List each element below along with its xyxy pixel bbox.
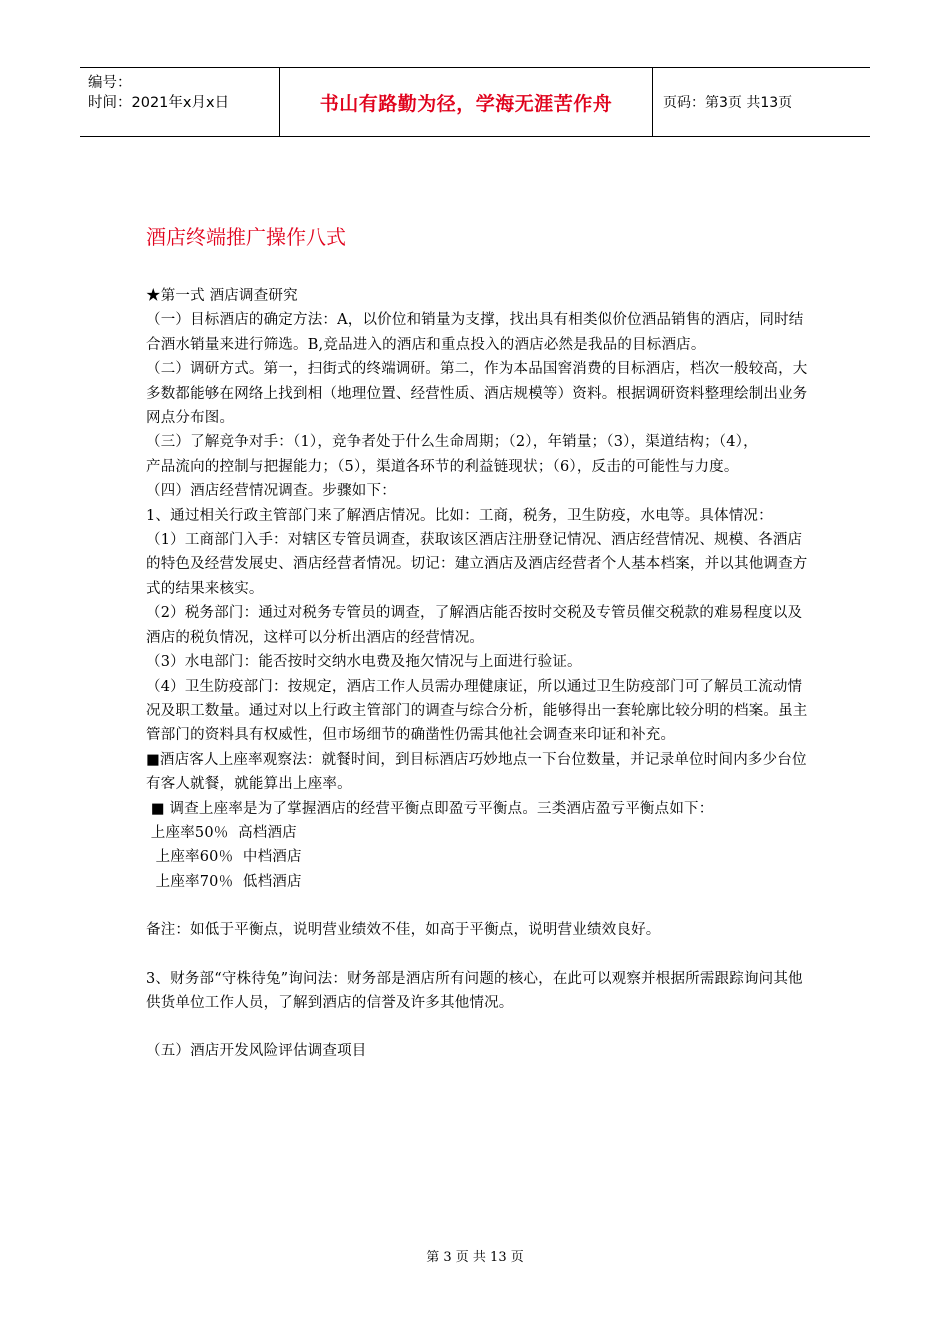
paragraph: （2）税务部门：通过对税务专管员的调查，了解酒店能否按时交税及专管员催交税款的难易程度以及酒店的税负情况，这样可以分析出酒店的经营情况。 bbox=[146, 605, 803, 646]
paragraph: （四）酒店经营情况调查。步骤如下： bbox=[146, 483, 396, 500]
paragraph: ■酒店客人上座率观察法：就餐时间，到目标酒店巧妙地点一下台位数量，并记录单位时间内多少台位有客人就餐，就能算出上座率。 bbox=[146, 751, 807, 793]
document-header bbox=[80, 67, 870, 137]
page-footer: 第 3 页 共 13 页 bbox=[426, 1250, 524, 1265]
spacer bbox=[146, 894, 812, 918]
paragraph: 1、通过相关行政主管部门来了解酒店情况。比如：工商，税务，卫生防疫，水电等。具体情况： bbox=[146, 507, 773, 524]
paragraph: 产品流向的控制与把握能力；（5），渠道各环节的利益链现状；（6），反击的可能性与力度。 bbox=[146, 458, 739, 475]
time-label: 时间：2021年x月x日 bbox=[88, 95, 230, 111]
paragraph: ■ 调查上座率是为了掌握酒店的经营平衡点即盈亏平衡点。三类酒店盈亏平衡点如下： bbox=[146, 800, 714, 817]
paragraph: （三）了解竞争对手：（1），竞争者处于什么生命周期；（2），年销量；（3），渠道结构；（4）， bbox=[146, 434, 758, 451]
document-title: 酒店终端推广操作八式 bbox=[146, 225, 346, 249]
page-info: 页码：第3页 共13页 bbox=[663, 95, 793, 111]
document-body bbox=[146, 284, 812, 1064]
paragraph: （1）工商部门入手：对辖区专管员调查，获取该区酒店注册登记情况、酒店经营情况、规模、各酒店的特色及经营发展史、酒店经营者情况。切记：建立酒店及酒店经营者个人基本档案，并以其他调查方式的结果来核实。 bbox=[146, 532, 808, 597]
spacer bbox=[146, 1015, 812, 1039]
section-heading: ★第一式 酒店调查研究 bbox=[146, 288, 298, 304]
paragraph: （一）目标酒店的确定方法：A，以价位和销量为支撑，找出具有相类似价位酒品销售的酒店，同时结合酒水销量来进行筛选。B,竞品进入的酒店和重点投入的酒店必然是我品的目标酒店。 bbox=[146, 312, 804, 353]
motto-text: 书山有路勤为径，学海无涯苦作舟 bbox=[319, 92, 613, 115]
occupancy-line: 上座率60％ 中档酒店 bbox=[146, 849, 302, 866]
occupancy-line: 上座率50％ 高档酒店 bbox=[146, 824, 297, 841]
note-paragraph: 备注：如低于平衡点，说明营业绩效不佳，如高于平衡点，说明营业绩效良好。 bbox=[146, 922, 661, 939]
paragraph: （二）调研方式。第一，扫街式的终端调研。第二，作为本品国窖消费的目标酒店，档次一般较高，大多数都能够在网络上找到相（地理位置、经营性质、酒店规模等）资料。根据调研资料整理绘制出业务网点分布图。 bbox=[146, 361, 808, 427]
paragraph: 3、财务部“守株待兔”询问法：财务部是酒店所有问题的核心，在此可以观察并根据所需跟踪询问其他供货单位工作人员，了解到酒店的信誉及许多其他情况。 bbox=[146, 970, 803, 1011]
paragraph: （3）水电部门：能否按时交纳水电费及拖欠情况与上面进行验证。 bbox=[146, 654, 582, 671]
occupancy-line: 上座率70％ 低档酒店 bbox=[146, 873, 302, 890]
header-motto-cell bbox=[280, 68, 653, 136]
header-meta bbox=[80, 68, 280, 136]
spacer bbox=[146, 943, 812, 967]
number-label: 编号： bbox=[88, 75, 132, 91]
paragraph: （4）卫生防疫部门：按规定，酒店工作人员需办理健康证，所以通过卫生防疫部门可了解员工流动情况及职工数量。通过对以上行政主管部门的调查与综合分析，能够得出一套轮廓比较分明的档案。虽主管部门的资料具有权威性，但市场细节的确凿性仍需其他社会调查来印证和补充。 bbox=[146, 678, 808, 744]
section-heading: （五）酒店开发风险评估调查项目 bbox=[146, 1043, 367, 1060]
header-page-cell bbox=[653, 68, 870, 136]
